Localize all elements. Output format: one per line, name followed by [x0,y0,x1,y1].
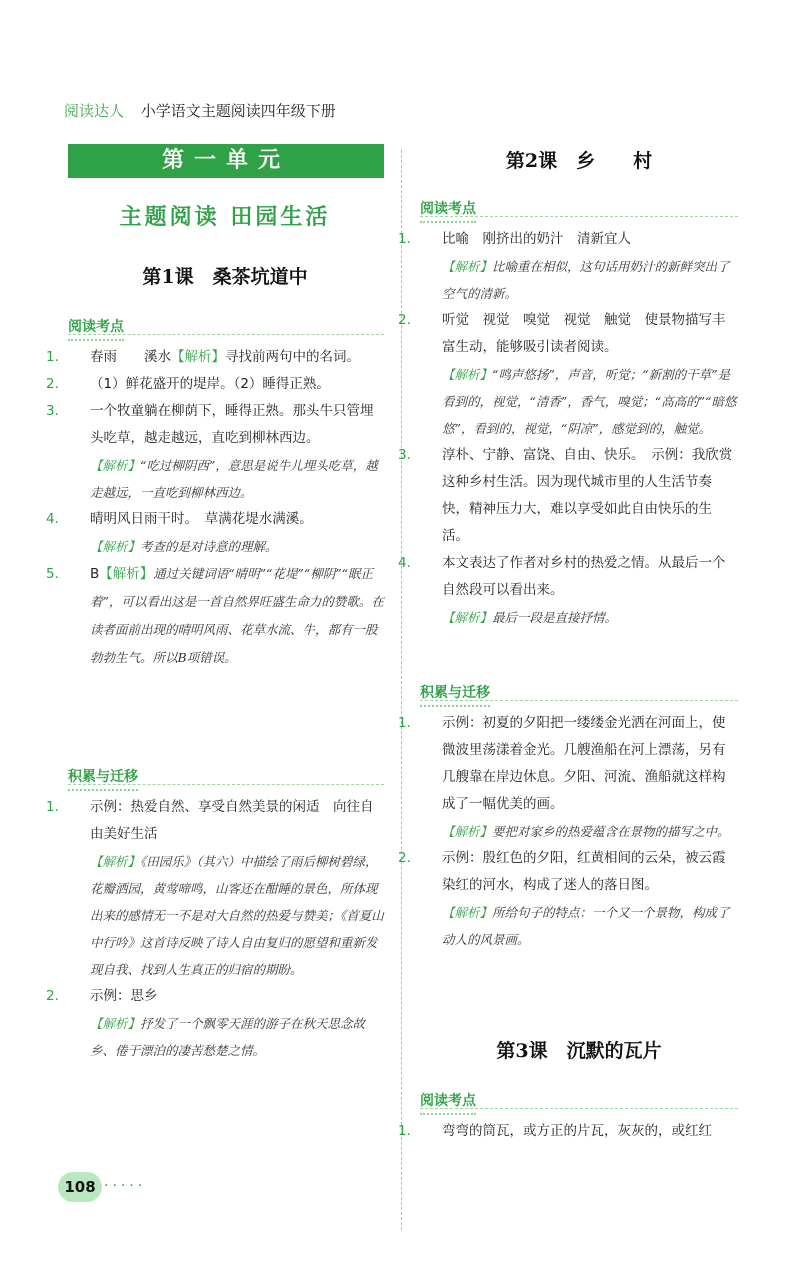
section-rule [420,700,738,701]
section-rule [68,334,384,335]
answer-item: 1. 春雨 溪水【解析】寻找前两句中的名词。 [46,349,360,365]
lesson-3-title: 第3课 沉默的瓦片 [496,1040,662,1062]
section-reading-points: 阅读考点 [420,1090,476,1115]
section-accumulation: 积累与迁移 [68,766,138,791]
section-accumulation: 积累与迁移 [420,682,490,707]
right-reading-answers [398,226,738,631]
answer-item: 5. B【解析】通过关键词语“晴明”“花堤”“柳阴”“眠正着”，可以看出这是一首自然界旺盛生命力的赞歌。在读者面前出现的晴明风雨、花草水流、牛，都有一股勃勃生气。所以B项错误。 [46,566,384,665]
answer-item: 1. 弯弯的筒瓦，或方正的片瓦，灰灰的，或红红 [398,1123,712,1139]
answer-item: 1. 示例：热爱自然、享受自然美景的闲适 向往自由美好生活 [46,799,374,842]
page-number: 108 [58,1172,102,1202]
explanation: 【解析】要把对家乡的热爱蕴含在景物的描写之中。 [442,824,730,839]
lesson-1-title: 第1课 桑茶坑道中 [142,266,308,288]
explanation: 【解析】“吃过柳阴西”，意思是说牛儿埋头吃草，越走越远，一直吃到柳林西边。 [90,458,378,500]
explanation: 【解析】考查的是对诗意的理解。 [90,539,278,554]
answer-item: 1. 比喻 刚挤出的奶汁 清新宜人 [398,231,631,247]
theme-title: 主题阅读 田园生活 [119,205,331,230]
explanation: 【解析】抒发了一个飘零天涯的游子在秋天思念故乡、倦于漂泊的凄苦愁楚之情。 [90,1016,366,1058]
unit-banner: 第一单元 [68,144,384,178]
section-reading-points: 阅读考点 [420,198,476,223]
book-title: 小学语文主题阅读四年级下册 [140,102,336,120]
explanation: 【解析】比喻重在相似，这句话用奶汁的新鲜突出了空气的清新。 [442,259,730,301]
answer-item: 2. 示例：殷红色的夕阳，红黄相间的云朵，被云霞染红的河水，构成了迷人的落日图。 [398,850,726,893]
answer-item: 3. 淳朴、宁静、富饶、自由、快乐。 示例：我欣赏这种乡村生活。因为现代城市里的人生活节奏快，精神压力大，难以享受如此自由快乐的生活。 [398,447,733,544]
answer-item: 2. （1）鲜花盛开的堤岸。（2）睡得正熟。 [46,376,330,392]
explanation: 【解析】《田园乐》（其六）中描绘了雨后柳树碧绿，花瓣洒园，黄莺啼鸣，山客还在酣睡的景色，所体现出来的感情无一不是对大自然的热爱与赞美；《首夏山中行吟》这首诗反映了诗人自由复归的愿望和重新发现自我、找到人生真正的归宿的期盼。 [90,854,384,977]
series-brand: 阅读达人 [64,102,125,120]
section-rule [68,784,384,785]
explanation: 【解析】所给句子的特点：一个又一个景物，构成了动人的风景画。 [442,905,730,947]
explanation: 【解析】“鸣声悠扬”，声音，听觉；“新割的干草”是看到的，视觉，“清香”，香气，嗅觉；“高高的”“暗悠悠”，看到的，视觉，“阴凉”，感觉到的，触觉。 [442,367,737,436]
section-reading-points: 阅读考点 [68,316,124,341]
right-accumulation-answers [398,710,738,953]
answer-item: 3. 一个牧童躺在柳荫下，睡得正熟。那头牛只管埋头吃草，越走越远，直吃到柳林西边。 [46,403,374,446]
explanation: 【解析】最后一段是直接抒情。 [442,610,618,625]
answer-item: 2. 示例：思乡 [46,988,158,1004]
answer-item: 1. 示例：初夏的夕阳把一缕缕金光洒在河面上，使微波里荡漾着金光。几艘渔船在河上漂荡，另有几艘靠在岸边休息。夕阳、河流、渔船就这样构成了一幅优美的画。 [398,715,726,812]
answer-item: 4. 本文表达了作者对乡村的热爱之情。从最后一个自然段可以看出来。 [398,555,726,598]
lesson-2-title: 第2课 乡 村 [505,150,653,172]
left-accumulation-answers [46,794,384,1064]
right-lesson3-answers [398,1118,738,1145]
book-header [64,100,336,121]
section-rule [420,216,738,217]
section-rule [420,1108,738,1109]
page-dots: ····· [104,1178,147,1194]
left-reading-answers [46,344,384,672]
answer-item: 4. 晴明风日雨干时。 草满花堤水满溪。 [46,511,313,527]
answer-item: 2. 听觉 视觉 嗅觉 视觉 触觉 使景物描写丰富生动，能够吸引读者阅读。 [398,312,726,355]
